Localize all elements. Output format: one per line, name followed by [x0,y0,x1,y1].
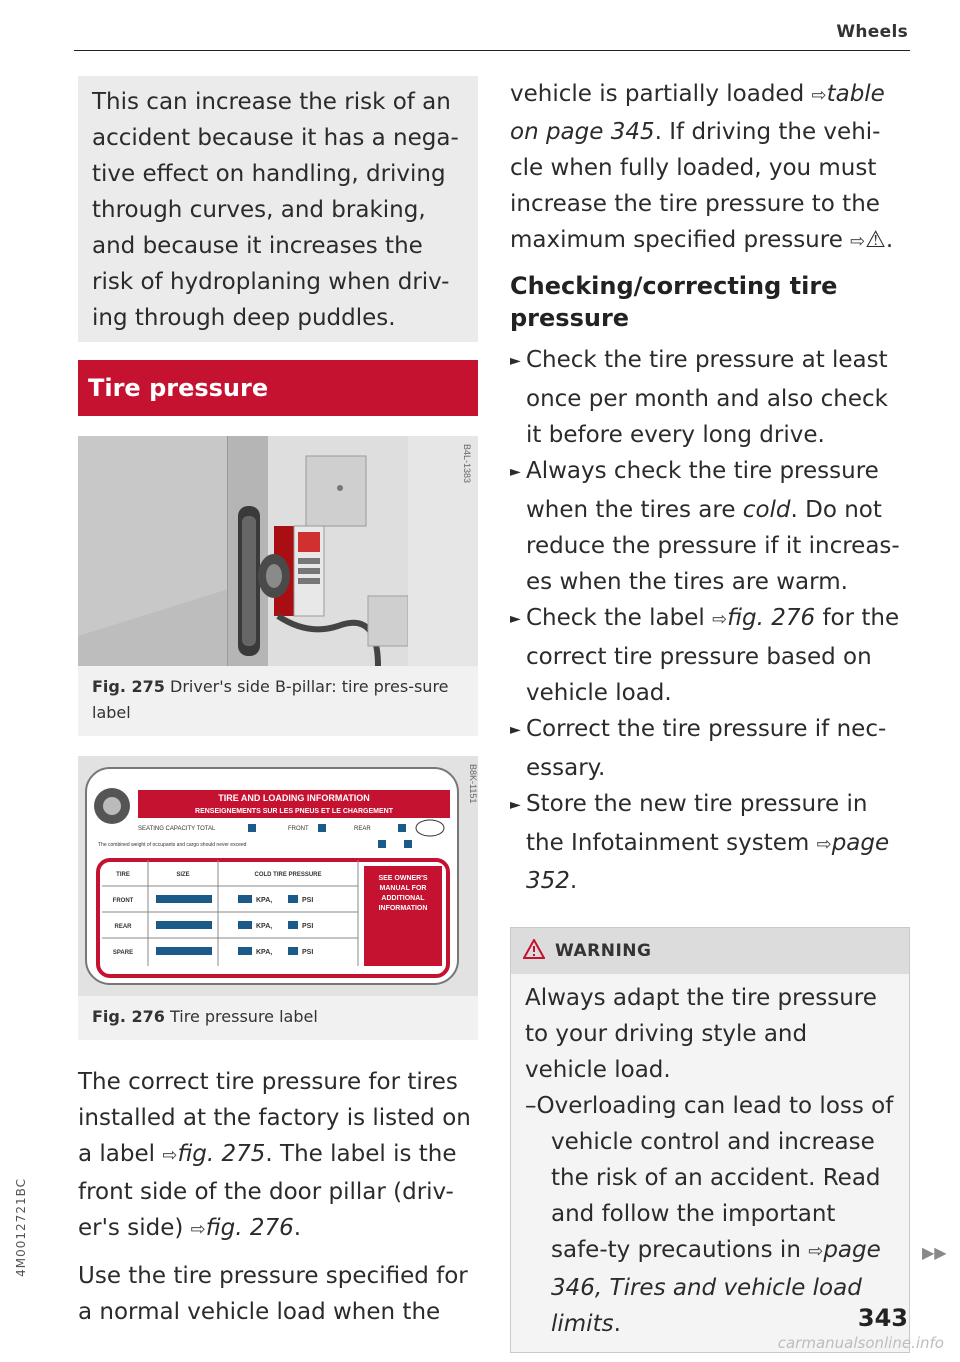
xref-fig-275[interactable]: fig. 275 [177,1141,266,1167]
label-row-spare: SPARE [112,950,134,956]
warning-header [511,928,909,974]
cont-text-c: . [885,227,894,253]
figure-275-caption [78,666,478,736]
figure-275-number: Fig. 275 [92,677,165,696]
paragraph-normal-load: Use the tire pressure specified for a normal vehicle load when the [78,1263,468,1325]
label-combined-weight: The combined weight of occupants and cargo should never exceed [98,842,247,848]
xref-arrow-icon: ⇨ [816,834,832,855]
paragraph-continued [510,76,910,260]
list-item [510,453,910,600]
instruction-list [510,342,910,899]
bullet-text: Always check the tire pressure when the tires are [526,458,879,523]
bullet-triangle-icon: ► [510,464,521,480]
figure-276-caption-text: Tire pressure label [170,1007,318,1026]
b-pillar-photo [78,436,478,666]
label-psi-1: PSI [302,897,314,904]
figure-276-number: Fig. 276 [92,1007,165,1026]
left-column [78,76,478,1330]
warning-title: WARNING [555,941,652,961]
bullet-triangle-icon: ► [510,722,521,738]
list-item [510,786,910,899]
xref-arrow-icon: ⇨ [712,609,728,630]
header-rule [74,50,910,51]
warning-triangle-icon [523,939,545,964]
label-psi-2: PSI [302,923,314,930]
warning-dash-text-end: . [613,1311,621,1337]
warning-intro: Always adapt the tire pressure to your driving style and vehicle load. [525,985,877,1083]
bullet-text: Store the new tire pressure in the Infotainment system [526,791,868,856]
subheading-checking: Checking/correcting tire pressure [510,272,838,332]
section-title: Tire pressure [78,360,478,416]
left-body [78,1064,478,1330]
bullet-triangle-icon: ► [510,611,521,627]
page-number: 343 [857,1304,908,1332]
para1-text-a: The correct tire pressure for tires installed at the factory is listed on a label [78,1069,471,1167]
xref-arrow-icon: ⇨ [808,1241,824,1262]
label-row-rear: REAR [114,924,132,930]
warning-box [510,927,910,1353]
running-header: Wheels [836,22,908,42]
label-col-tire: TIRE [116,872,130,878]
label-title-fr: RENSEIGNEMENTS SUR LES PNEUS ET LE CHARGEMENT [195,808,393,815]
document-code: 4M0012721BC [14,1178,28,1277]
bullet-triangle-icon: ► [510,353,521,369]
label-col-pressure: COLD TIRE PRESSURE [254,872,322,878]
xref-arrow-icon: ⇨ [162,1145,178,1166]
para1-text-b: . The label is the front side of the door pillar (driv-er's side) [78,1141,457,1241]
intro-note-text: This can increase the risk of an accident because it has a nega-tive effect on handling, driving through curves, and braking, and because it increases the risk of hydroplaning when driv-ing through deep puddles. [92,89,459,331]
right-body [510,76,910,260]
label-see-manual-fo [366,874,440,962]
xref-arrow-icon: ⇨ [850,231,866,252]
bullet-text: for the correct tire pressure based on vehicle load. [526,605,900,706]
xref-table-page-345[interactable]: table on page 345 [510,81,885,145]
bullet-text: . [569,868,578,894]
list-item [510,600,910,711]
bullet-text: Check the label [526,605,713,631]
warning-dash-item [525,1088,895,1342]
list-item [510,711,910,786]
warning-triangle-icon[interactable]: ⚠ [865,227,886,253]
xref-arrow-icon: ⇨ [190,1219,206,1240]
fig276-code: B8K-1151 [468,764,478,804]
figure-276-caption [78,996,478,1040]
label-seating-capacity: SEATING CAPACITY TOTAL [138,826,216,832]
label-col-size: SIZE [176,872,190,878]
bullet-text: Check the tire pressure at least once per month and also check it before every long drive. [526,347,889,448]
warning-body [511,974,909,1352]
xref-page-352[interactable]: page 352 [526,830,890,894]
label-row-front: FRONT [112,898,134,904]
label-psi-3: PSI [302,949,314,956]
figure-275-caption-text: Driver's side B-pillar: tire pres-sure label [92,677,449,722]
tire-pressure-label-illustration [78,756,478,996]
label-title-en: TIRE AND LOADING INFORMATION [218,793,370,803]
cont-text-a: vehicle is partially loaded [510,81,812,107]
right-column [510,76,910,1353]
watermark: carmanualsonline.info [777,1334,944,1352]
label-kpa-1: KPA, [256,897,273,904]
fig275-code: B4L-1383 [462,444,472,484]
para1-text-c: . [293,1215,302,1241]
xref-arrow-icon: ⇨ [811,85,827,106]
label-see-manual: SEE OWNER'S MANUAL FOR ADDITIONAL INFORMATION [378,875,428,912]
warning-dash-text: –Overloading can lead to loss of vehicle control and increase the risk of an accident. Read and follow the important safe-ty precautions in [525,1093,894,1263]
label-kpa-3: KPA, [256,949,273,956]
xref-fig-276[interactable]: fig. 276 [205,1215,294,1241]
figure-276 [78,756,478,1040]
bullet-triangle-icon: ► [510,797,521,813]
bullet-emphasis: cold [742,497,791,523]
paragraph-label-location [78,1064,478,1248]
label-front: FRONT [288,826,309,832]
label-rear: REAR [354,826,371,832]
intro-note-box [78,76,478,342]
label-kpa-2: KPA, [256,923,273,930]
cont-text-b: . If driving the vehi-cle when fully loaded, you must increase the tire pressure to the maximum specified pressure [510,119,881,253]
continue-arrow-icon: ▶▶ [922,1243,947,1262]
xref-page-346[interactable]: page 346, Tires and vehicle load limits [551,1237,881,1337]
list-item [510,342,910,453]
bullet-text: Correct the tire pressure if nec-essary. [526,716,887,781]
figure-275 [78,436,478,736]
bullet-text: . Do not reduce the pressure if it increas-es when the tires are warm. [526,497,900,595]
xref-fig-276[interactable]: fig. 276 [727,605,816,631]
